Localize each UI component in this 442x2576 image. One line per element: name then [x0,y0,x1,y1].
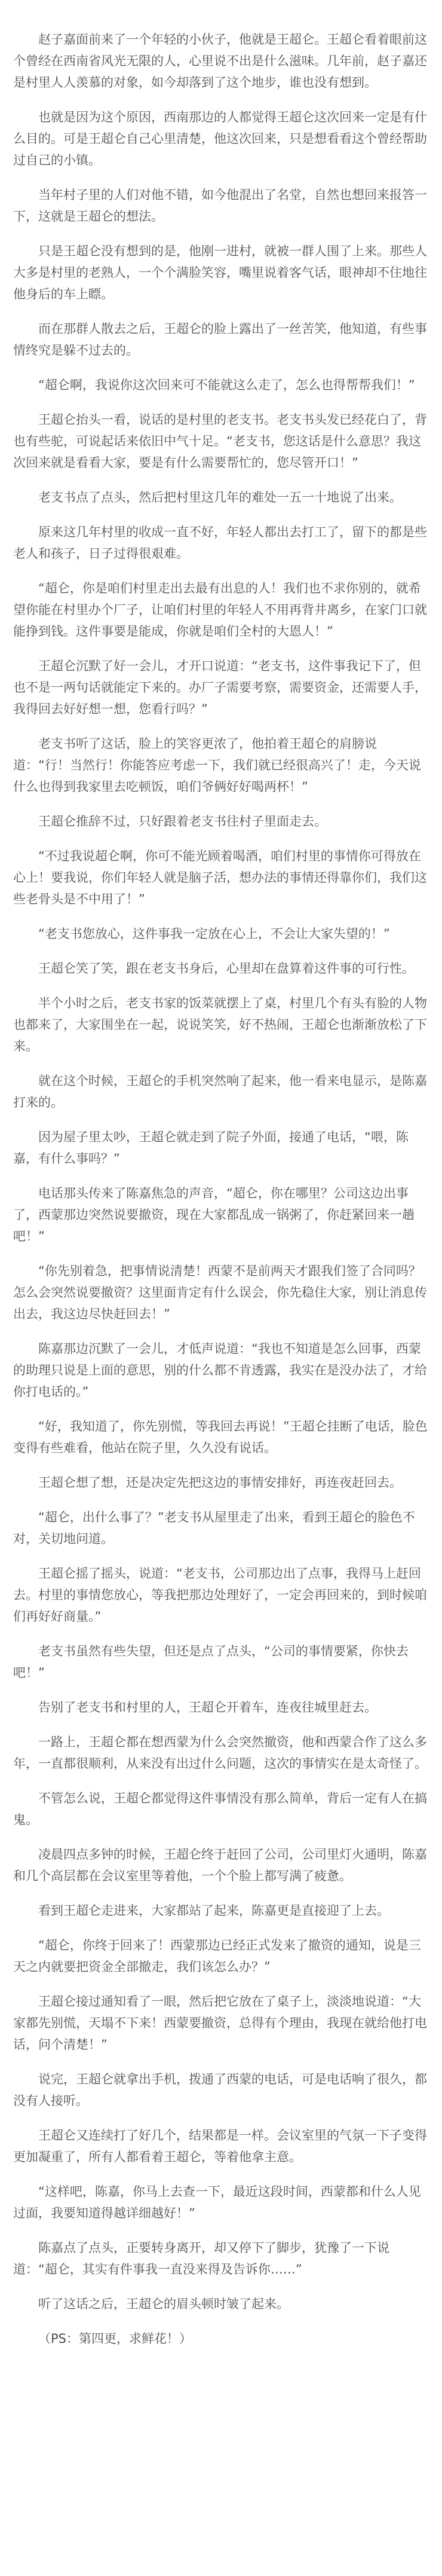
paragraph: 王超仑笑了笑，跟在老支书身后，心里却在盘算着这件事的可行性。 [38,961,415,976]
paragraph: “超仑，出什么事了？”老支书从屋里走了出来，看到王超仑的脸色不对，关切地问道。 [13,1510,415,1546]
paragraph: 陈嘉那边沉默了一会儿，才低声说道：“我也不知道是怎么回事，西蒙的助理只说是上面的意思，别的什么都不肯透露，我实在是没办法了，才给你打电话的。” [13,1342,427,1399]
paragraph: 因为屋子里太吵，王超仑就走到了院子外面，接通了电话，“喂，陈嘉，有什么事吗？” [13,1130,409,1166]
paragraph: “不过我说超仑啊，你可不能光顾着喝酒，咱们村里的事情你可得放在心上！要我说，你们年轻人就是脑子活，想办法的事情还得靠你们，我们这些老骨头是不中用了！” [13,849,427,906]
paragraph: 说完，王超仑就拿出手机，拨通了西蒙的电话，可是电话响了很久，都没有人接听。 [13,2072,427,2108]
paragraph: 王超仑又连续打了好几个，结果都是一样。会议室里的气氛一下子变得更加凝重了，所有人都看着王超仑，等着他拿主意。 [13,2128,427,2164]
paragraph: 只是王超仑没有想到的是，他刚一进村，就被一群人围了上来。那些人大多是村里的老熟人，一个个满脸笑容，嘴里说着客气话，眼神却不住地往他身后的车上瞟。 [13,244,427,301]
paragraph: 王超仑抬头一看，说话的是村里的老支书。老支书头发已经花白了，背也有些驼，可说起话来依旧中气十足。“老支书，您这话是什么意思？我这次回来就是看看大家，要是有什么需要帮忙的，您尽管开口！” [13,412,427,470]
paragraph: “超仑，你是咱们村里走出去最有出息的人！我们也不求你别的，就希望你能在村里办个厂子，让咱们村里的年轻人不用再背井离乡，在家门口就能挣到钱。这件事要是能成，你就是咱们全村的大恩人！” [13,581,427,638]
paragraph: 老支书虽然有些失望，但还是点了点头，“公司的事情要紧，你快去吧！” [13,1644,409,1680]
paragraph: 就在这个时候，王超仑的手机突然响了起来，他一看来电显示，是陈嘉打来的。 [13,1074,427,1110]
paragraph: 当年村子里的人们对他不错，如今他混出了名堂，自然也想回来报答一下，这就是王超仑的想法。 [13,188,427,224]
paragraph: “好，我知道了，你先别慌，等我回去再说！”王超仑挂断了电话，脸色变得有些难看，他站在院子里，久久没有说话。 [13,1419,428,1455]
paragraph: 电话那头传来了陈嘉焦急的声音，“超仑，你在哪里？公司这边出事了，西蒙那边突然说要撤资，现在大家都乱成一锅粥了，你赶紧回来一趟吧！” [13,1186,415,1243]
paragraph: “你先别着急，把事情说清楚！西蒙不是前两天才跟我们签了合同吗？怎么会突然说要撤资？这里面肯定有什么误会，你先稳住大家，别让消息传出去，我这边尽快赶回去！” [13,1264,427,1321]
paragraph: “超仑啊，我说你这次回来可不能就这么走了，怎么也得帮帮我们！” [38,378,415,392]
paragraph: 半个小时之后，老支书家的饭菜就摆上了桌，村里几个有头有脸的人物也都来了，大家围坐在一起，说说笑笑，好不热闹，王超仑也渐渐放松了下来。 [13,996,427,1053]
chapter-body [13,29,429,2349]
paragraph: 陈嘉点了点头，正要转身离开，却又停下了脚步，犹豫了一下说道：“超仑，其实有件事我一直没来得及告诉你……” [13,2241,389,2276]
paragraph: 凌晨四点多钟的时候，王超仑终于赶回了公司，公司里灯火通明，陈嘉和几个高层都在会议室里等着他，一个个脸上都写满了疲惫。 [13,1847,427,1883]
paragraph: 王超仑接过通知看了一眼，然后把它放在了桌子上，淡淡地说道：“大家都先别慌，天塌不下来！西蒙要撤资，总得有个理由，我现在就给他打电话，问个清楚！” [13,1994,427,2052]
paragraph: 王超仑沉默了好一会儿，才开口说道：“老支书，这件事我记下了，但也不是一两句话就能定下来的。办厂子需要考察，需要资金，还需要人手，我得回去好好想一想，您看行吗？” [13,659,427,716]
paragraph: “这样吧，陈嘉，你马上去查一下，最近这段时间，西蒙都和什么人见过面，我要知道得越详细越好！” [13,2184,421,2220]
paragraph: 王超仑推辞不过，只好跟着老支书往村子里面走去。 [38,814,327,829]
paragraph: 听了这话之后，王超仑的眉头顿时皱了起来。 [38,2297,289,2311]
paragraph: 赵子嘉面前来了一个年轻的小伙子，他就是王超仑。王超仑看着眼前这个曾经在西南省风光无限的人，心里说不出是什么滋味。几年前，赵子嘉还是村里人人羡慕的对象，如今却落到了这个地步，谁也没有想到。 [13,32,427,90]
paragraph: 告别了老支书和村里的人，王超仑开着车，连夜往城里赶去。 [38,1700,377,1715]
paragraph: 老支书点了点头，然后把村里这几年的难处一五一十地说了出来。 [38,490,402,505]
paragraph: 原来这几年村里的收成一直不好，年轻人都出去打工了，留下的都是些老人和孩子，日子过得很艰难。 [13,525,427,561]
paragraph: 也就是因为这个原因，西南那边的人都觉得王超仑这次回来一定是有什么目的。可是王超仑自己心里清楚，他这次回来，只是想看看这个曾经帮助过自己的小镇。 [13,110,427,167]
paragraph: 而在那群人散去之后，王超仑的脸上露出了一丝苦笑，他知道，有些事情终究是躲不过去的。 [13,322,427,357]
paragraph: 看到王超仑走进来，大家都站了起来，陈嘉更是直接迎了上去。 [38,1903,389,1918]
paragraph: “超仑，你终于回来了！西蒙那边已经正式发来了撤资的通知，说是三天之内就要把资金全部撤走，我们该怎么办？” [13,1938,421,1974]
paragraph: 王超仑想了想，还是决定先把这边的事情安排好，再连夜赶回去。 [38,1475,402,1490]
author-note: （PS：第四更，求鲜花！） [38,2331,192,2346]
paragraph: 王超仑摇了摇头，说道：“老支书，公司那边出了点事，我得马上赶回去。村里的事情您放心，等我把那边处理好了，一定会再回来的，到时候咱们再好好商量。” [13,1566,427,1624]
paragraph: 一路上，王超仑都在想西蒙为什么会突然撤资，他和西蒙合作了这么多年，一直都很顺利，从来没有出过什么问题，这次的事情实在是太奇怪了。 [13,1735,427,1771]
paragraph: 老支书听了这话，脸上的笑容更浓了，他拍着王超仑的肩膀说道：“行！当然行！你能答应考虑一下，我们就已经很高兴了！走，今天说什么也得到我家里去吃顿饭，咱们爷俩好好喝两杯！” [13,737,421,794]
paragraph: 不管怎么说，王超仑都觉得这件事情没有那么简单，背后一定有人在搞鬼。 [13,1791,427,1827]
paragraph: “老支书您放心，这件事我一定放在心上，不会让大家失望的！” [38,927,390,941]
